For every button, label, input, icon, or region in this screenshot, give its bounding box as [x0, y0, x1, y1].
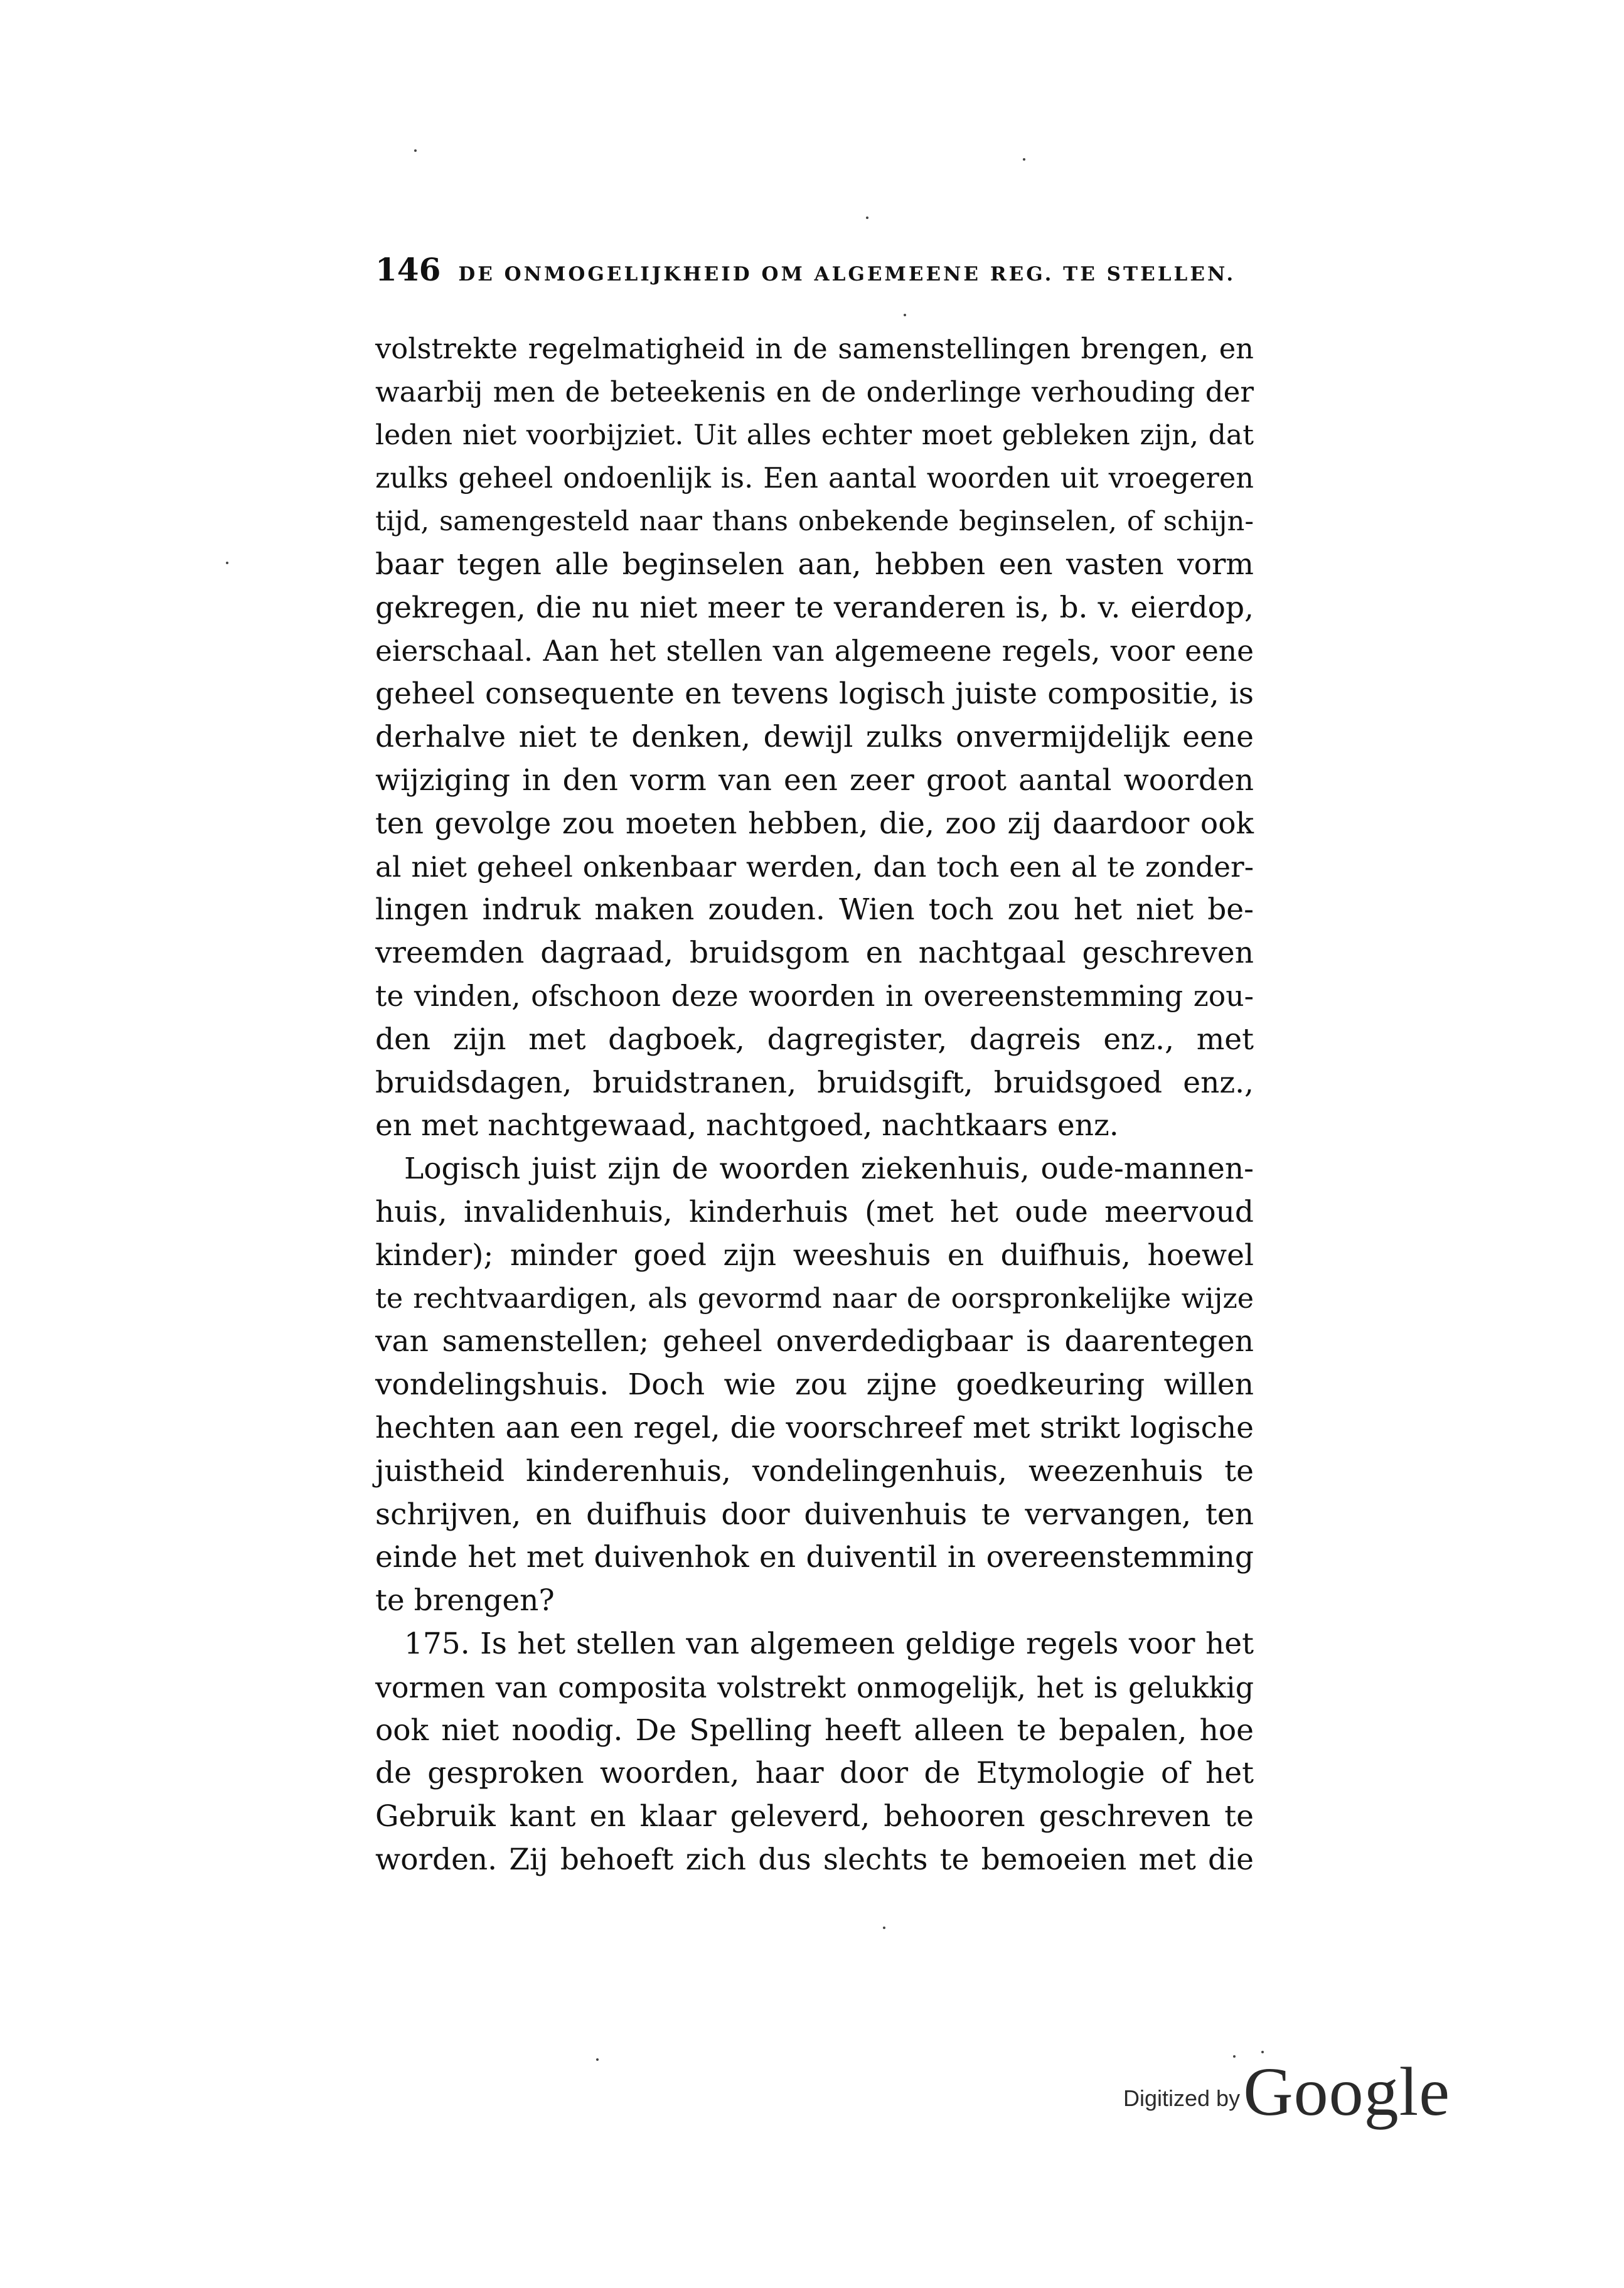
text-line: Logisch juist zijn de woorden ziekenhuis, oude-mannen-: [404, 1152, 1254, 1187]
text-line: ten gevolge zou moeten hebben, die, zoo zij daardoor ook: [375, 806, 1254, 841]
scan-speck: [596, 2058, 599, 2061]
text-line: juistheid kinderenhuis, vondelingenhuis, weezenhuis te: [375, 1453, 1254, 1489]
text-line: waarbij men de beteekenis en de onderlinge verhouding der: [375, 375, 1254, 409]
running-head: DE ONMOGELIJKHEID OM ALGEMEENE REG. TE STELLEN.: [458, 263, 1236, 286]
text-line: te brengen?: [375, 1583, 555, 1618]
text-line: einde het met duivenhok en duiventil in overeenstemming: [375, 1540, 1254, 1575]
text-line: baar tegen alle beginselen aan, hebben een vasten vorm: [375, 547, 1254, 582]
text-line: leden niet voorbijziet. Uit alles echter moet gebleken zijn, dat: [375, 419, 1254, 451]
text-line: worden. Zij behoeft zich dus slechts te bemoeien met die: [375, 1842, 1254, 1877]
scan-speck: [226, 562, 228, 564]
text-line: te vinden, ofschoon deze woorden in overeenstemming zou-: [375, 979, 1254, 1013]
text-line: en met nachtgewaad, nachtgoed, nachtkaars enz.: [375, 1108, 1119, 1143]
scan-speck: [904, 314, 906, 316]
text-line: geheel consequente en tevens logisch juiste compositie, is: [375, 676, 1254, 712]
text-line: kinder); minder goed zijn weeshuis en duifhuis, hoewel: [375, 1238, 1254, 1273]
text-line: te rechtvaardigen, als gevormd naar de oorspronkelijke wijze: [375, 1282, 1254, 1315]
text-line: eierschaal. Aan het stellen van algemeene regels, voor eene: [375, 634, 1254, 668]
digitized-watermark: [1123, 2052, 1450, 2132]
text-line: vondelingshuis. Doch wie zou zijne goedkeuring willen: [375, 1367, 1254, 1403]
text-line: lingen indruk maken zouden. Wien toch zou het niet be-: [375, 892, 1254, 927]
scan-speck: [883, 1927, 885, 1929]
body-text: [375, 328, 1254, 1882]
text-line: derhalve niet te denken, dewijl zulks onvermijdelijk eene: [375, 720, 1254, 755]
text-line: al niet geheel onkenbaar werden, dan toch een al te zonder-: [375, 850, 1254, 884]
text-line: tijd, samengesteld naar thans onbekende beginselen, of schijn-: [375, 506, 1254, 538]
text-line: wijziging in den vorm van een zeer groot aantal woorden: [375, 762, 1254, 798]
text-line: de gesproken woorden, haar door de Etymologie of het: [375, 1756, 1254, 1791]
text-line: van samenstellen; geheel onverdedigbaar is daarentegen: [375, 1324, 1254, 1359]
text-line: Gebruik kant en klaar geleverd, behooren geschreven te: [375, 1799, 1254, 1834]
google-wordmark: Google: [1243, 2053, 1451, 2130]
text-line: gekregen, die nu niet meer te veranderen is, b. v. eierdop,: [375, 590, 1254, 625]
scan-speck: [1023, 158, 1025, 161]
text-line: schrijven, en duifhuis door duivenhuis te vervangen, ten: [375, 1497, 1254, 1532]
page-number: 146: [375, 251, 441, 288]
scan-speck: [866, 217, 868, 219]
text-line: 175. Is het stellen van algemeen geldige regels voor het: [404, 1626, 1254, 1661]
watermark-prefix: Digitized by: [1123, 2085, 1241, 2111]
text-line: hechten aan een regel, die voorschreef met strikt logische: [375, 1410, 1254, 1445]
text-line: huis, invalidenhuis, kinderhuis (met het oude meervoud: [375, 1194, 1254, 1229]
scan-speck: [414, 149, 417, 152]
text-line: zulks geheel ondoenlijk is. Een aantal woorden uit vroegeren: [375, 462, 1254, 495]
text-line: ook niet noodig. De Spelling heeft alleen te bepalen, hoe: [375, 1713, 1254, 1748]
text-line: den zijn met dagboek, dagregister, dagreis enz., met: [375, 1022, 1254, 1057]
text-line: vreemden dagraad, bruidsgom en nachtgaal geschreven: [375, 936, 1254, 971]
page-header: [375, 251, 1241, 288]
text-line: volstrekte regelmatigheid in de samenstellingen brengen, en: [375, 332, 1254, 365]
text-line: bruidsdagen, bruidstranen, bruidsgift, bruidsgoed enz.,: [375, 1065, 1254, 1100]
text-line: vormen van composita volstrekt onmogelijk, het is gelukkig: [375, 1670, 1254, 1704]
